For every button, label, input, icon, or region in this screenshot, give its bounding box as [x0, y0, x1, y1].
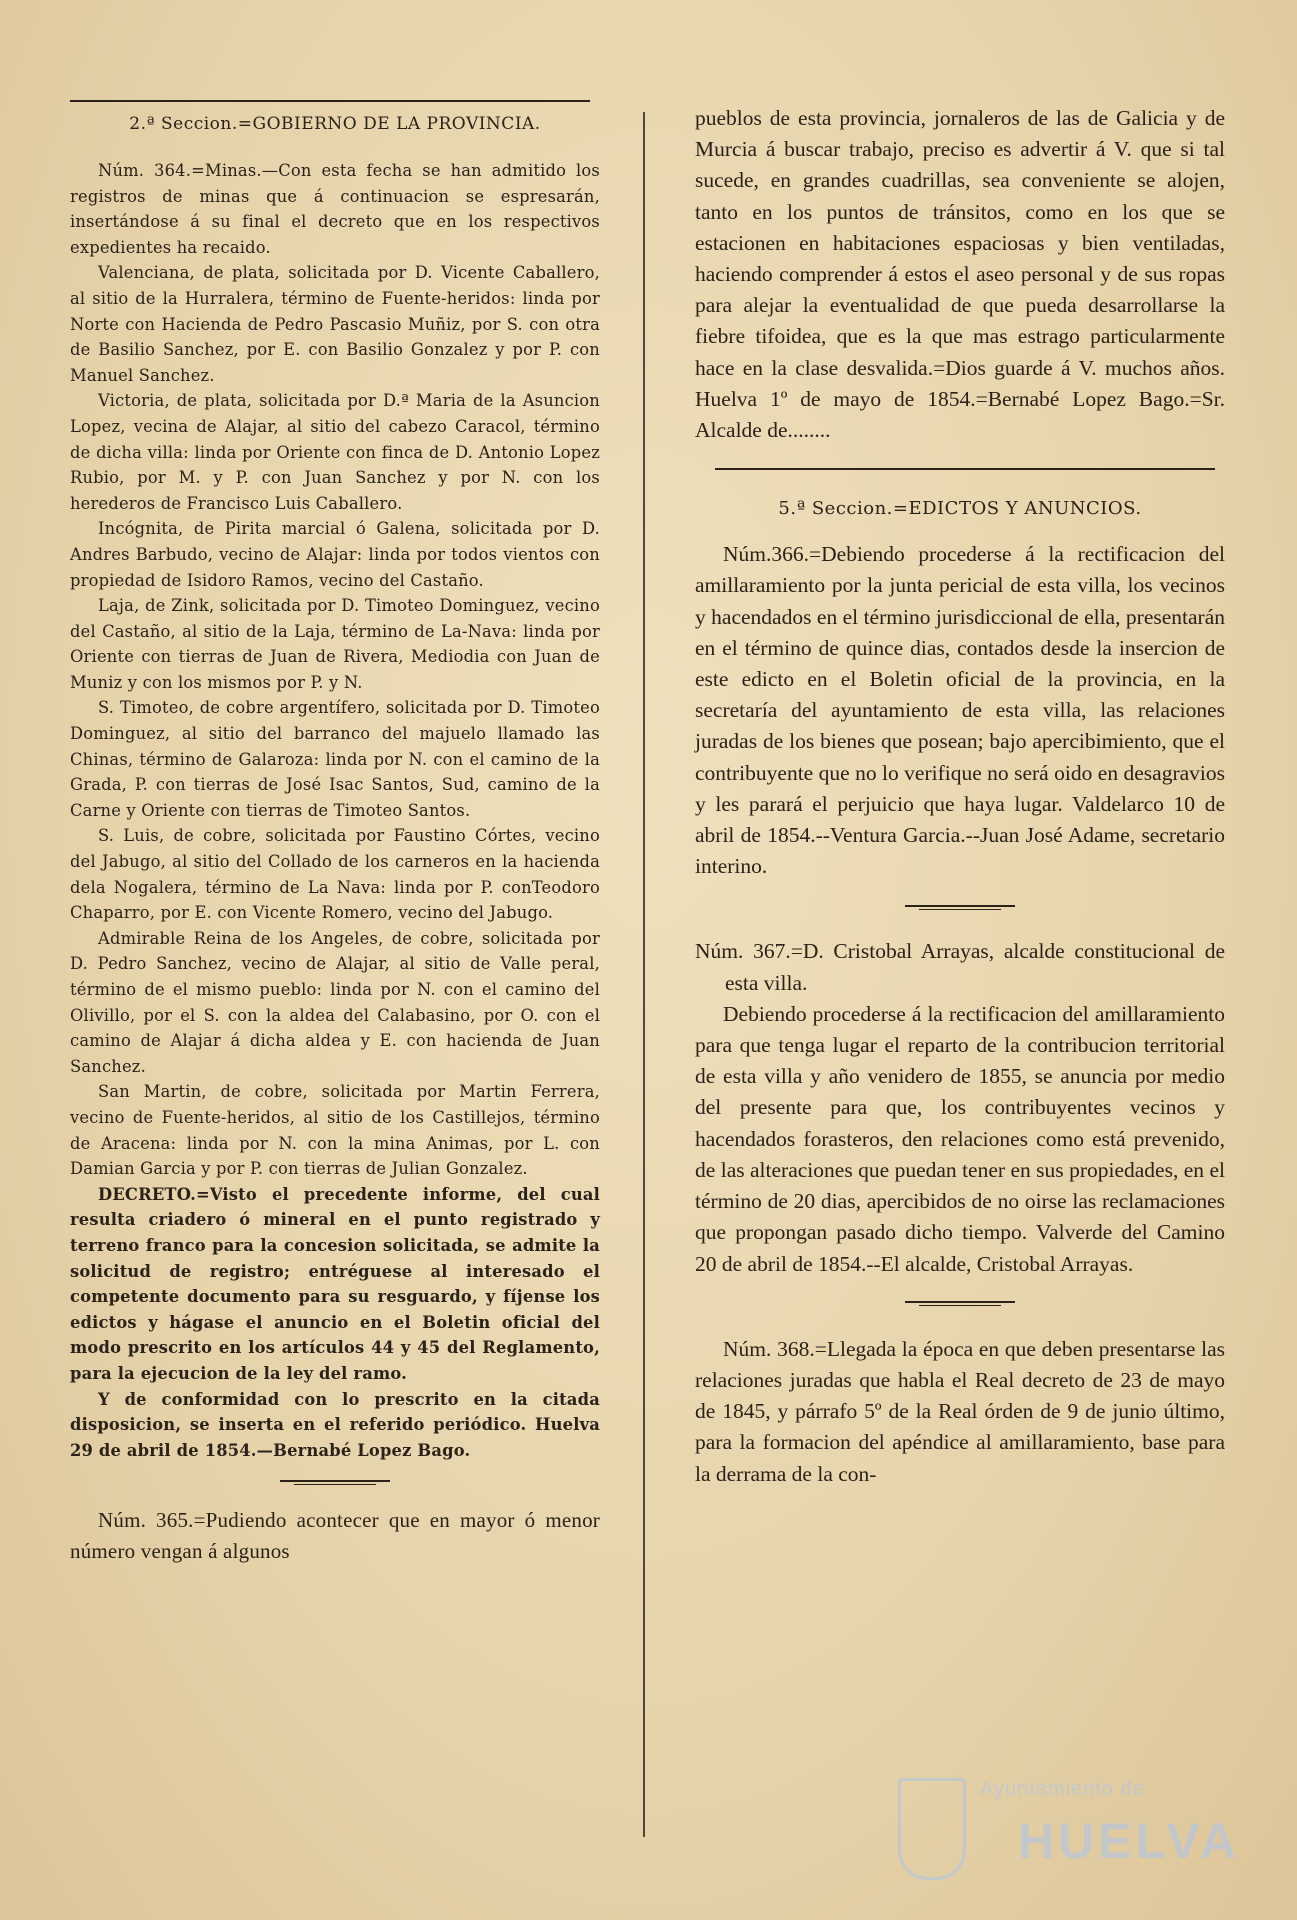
paragraph: Incógnita, de Pirita marcial ó Galena, solicitada por D. Andres Barbudo, vecino de Alajar: linda por todos vientos con propiedad de Isidoro Ramos, vecino del Castaño. [70, 519, 600, 590]
watermark-big-text: HUELVA [1018, 1813, 1241, 1869]
paragraph: San Martin, de cobre, solicitada por Martin Ferrera, vecino de Fuente-heridos, al sitio de los Castillejos, término de Aracena: linda por N. con la mina Animas, por L. con Damian Garcia y por P. con tierras de Julian Gonzalez. [70, 1082, 600, 1179]
paragraph: Victoria, de plata, solicitada por D.ª Maria de la Asuncion Lopez, vecina de Alajar, al sitio del cabezo Caracol, término de dicha villa: linda por Oriente con finca de D. Antonio Lopez Rubio, por M. y P. con Juan Sanchez y por N. con los herederos de Francisco Luis Caballero. [70, 391, 600, 513]
paragraph: S. Luis, de cobre, solicitada por Faustino Córtes, vecino del Jabugo, al sitio del Collado de los carneros en la hacienda dela Nogalera, término de La Nava: linda por P. conTeodoro Chaparro, por E. con Vicente Romero, vecino del Jabugo. [70, 826, 600, 923]
column-divider [643, 112, 645, 1837]
shield-icon [898, 1778, 966, 1880]
archive-watermark [880, 1768, 1280, 1888]
right-column [695, 103, 1225, 1490]
top-rule [70, 100, 590, 102]
section-title-edictos: 5.ª Seccion.=EDICTOS Y ANUNCIOS. [778, 498, 1142, 520]
divider-ornament [905, 1298, 1015, 1308]
paragraph: S. Timoteo, de cobre argentífero, solicitada por D. Timoteo Dominguez, al sitio del barranco del majuelo llamado las Chinas, término de Galaroza: linda por N. con el camino de la Grada, P. con tierras de José Isac Santos, Sud, camino de la Carne y Oriente con tierras de Timoteo Santos. [70, 698, 600, 820]
paragraph: Núm. 364.=Minas.—Con esta fecha se han admitido los registros de minas que á continuacion se espresarán, insertándose á su final el decreto que en los respectivos expedientes ha recaido. [70, 161, 600, 257]
paragraph: Valenciana, de plata, solicitada por D. Vicente Caballero, al sitio de la Hurralera, término de Fuente-heridos: linda por Norte con Hacienda de Pedro Pascasio Muñiz, por S. con otra de Basilio Sanchez, por E. con Basilio Gonzalez y por P. con Manuel Sanchez. [70, 263, 600, 385]
left-column [70, 100, 600, 1567]
divider-ornament [905, 902, 1015, 912]
decree-paragraph: DECRETO.=Visto el precedente informe, del cual resulta criadero ó mineral en el punto registrado y terreno franco para la concesion solicitada, se admite la solicitud de registro; entréguese al interesado el competente documento para su resguardo, y fíjense los edictos y hágase el anuncio en el Boletin oficial del modo prescrito en los artículos 44 y 45 del Reglamento, para la ejecucion de la ley del ramo. [70, 1184, 600, 1383]
paragraph-366: Núm.366.=Debiendo procederse á la rectificacion del amillaramiento por la junta pericial de esta villa, los vecinos y hacendados en el término jurisdiccional de ella, presentarán en el término de quince dias, contados desde la insercion de este edicto en el Boletin oficial de la provincia, en la secretaría del ayuntamiento de esta villa, las relaciones juradas de los bienes que posean; bajo apercibimiento, que el contribuyente que no lo verifique no será oido en desagravios y les parará el perjuicio que haya lugar. Valdelarco 10 de abril de 1854.--Ventura Garcia.--Juan José Adame, secretario interino. [695, 542, 1225, 879]
paragraph-365-cont: pueblos de esta provincia, jornaleros de las de Galicia y de Murcia á buscar trabajo, preciso es advertir á V. que si tal sucede, en grandes cuadrillas, sea conveniente se alojen, tanto en los puntos de tránsitos, como en los que se estacionen en habitaciones espaciosas y bien ventiladas, haciendo comprender á estos el aseo personal y de sus ropas para alejar la eventualidad de que pueda desarrollarse la fiebre tifoidea, que es la que mas estrago particularmente hace en la clase desvalida.=Dios guarde á V. muchos años. Huelva 1º de mayo de 1854.=Bernabé Lopez Bago.=Sr. Alcalde de........ [695, 106, 1225, 443]
paragraph-367: Debiendo procederse á la rectificacion del amillaramiento para que tenga lugar el reparto de la contribucion territorial de esta villa y año venidero de 1855, se anuncia por medio del presente para que, los contribuyentes vecinos y hacendados forasteros, den relaciones como está prevenido, de las alteraciones que puedan tener en sus propiedades, en el término de 20 dias, apercibidos de no oirse las reclamaciones que propongan pasado dicho tiempo. Valverde del Camino 20 de abril de 1854.--El alcalde, Cristobal Arrayas. [695, 1001, 1225, 1276]
section-rule [715, 468, 1215, 470]
divider-ornament [280, 1477, 390, 1487]
paragraph-365: Núm. 365.=Pudiendo acontecer que en mayor ó menor número vengan á algunos [70, 1508, 600, 1564]
signature-paragraph: Y de conformidad con lo prescrito en la citada disposicion, se inserta en el referido periódico. Huelva 29 de abril de 1854.—Bernabé Lopez Bago. [70, 1389, 600, 1460]
section-title-gobierno: 2.ª Seccion.=GOBIERNO DE LA PROVINCIA. [129, 114, 541, 134]
watermark-small-text: Ayuntamiento de [980, 1778, 1145, 1800]
paragraph: Laja, de Zink, solicitada por D. Timoteo Dominguez, vecino del Castaño, al sitio de la Laja, término de La-Nava: linda por Oriente con tierras de Juan de Rivera, Mediodia con Juan de Muniz y con los mismos por P. y N. [70, 596, 600, 692]
paragraph-368: Núm. 368.=Llegada la época en que deben presentarse las relaciones juradas que habla el Real decreto de 23 de mayo de 1845, y párrafo 5º de la Real órden de 9 de junio último, para la formacion del apéndice al amillaramiento, base para la derrama de la con- [695, 1336, 1225, 1486]
heading-367: Núm. 367.=D. Cristobal Arrayas, alcalde constitucional de esta villa. [695, 939, 1225, 995]
paragraph: Admirable Reina de los Angeles, de cobre, solicitada por D. Pedro Sanchez, vecino de Alajar, al sitio de Valle peral, término de el mismo pueblo: linda por N. con el camino del Olivillo, por el S. con la aldea del Calabasino, por O. con el camino de Alajar á dicha aldea y E. con hacienda de Juan Sanchez. [70, 928, 600, 1076]
